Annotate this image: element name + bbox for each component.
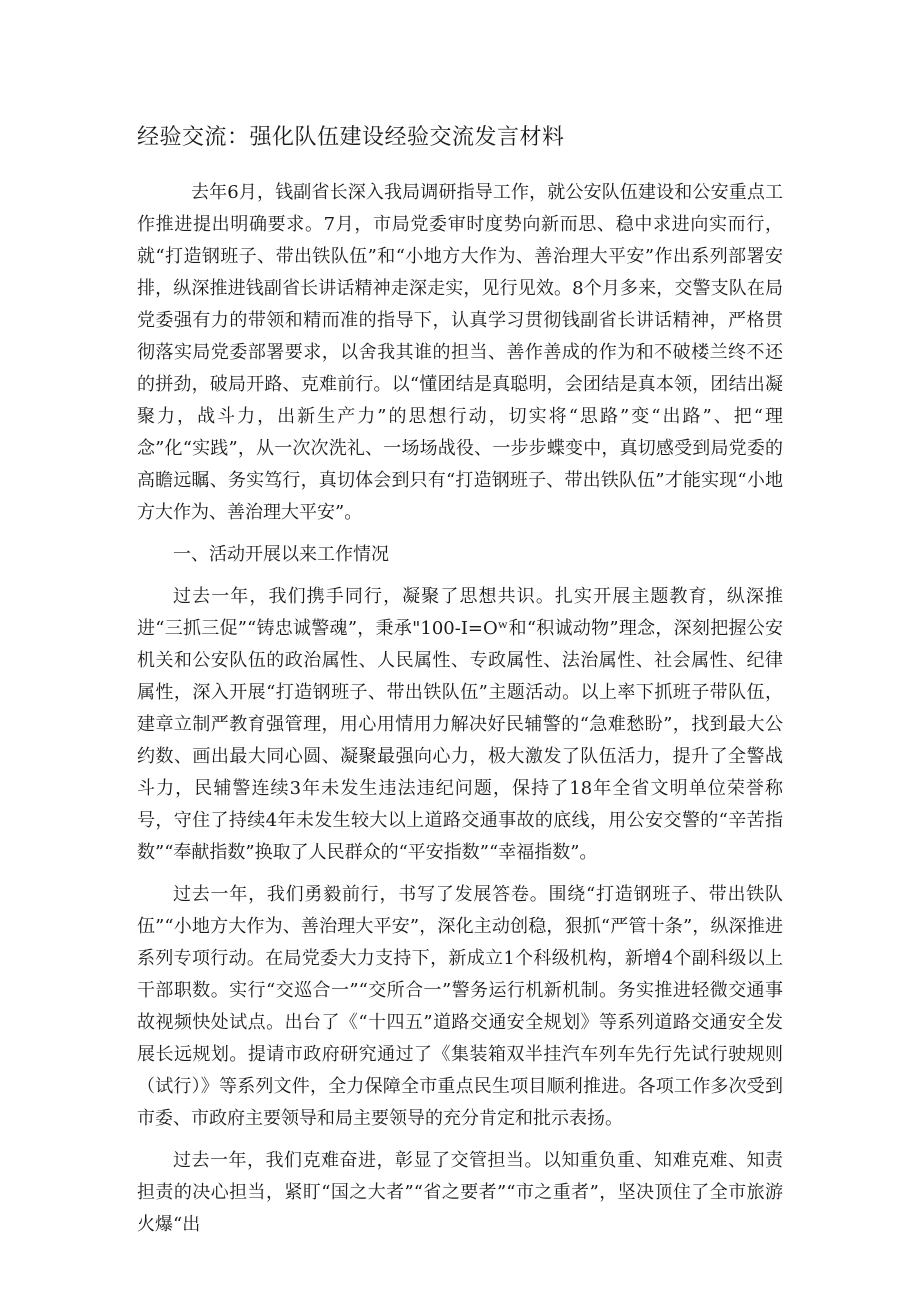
paragraph-responsibility: 过去一年，我们克难奋进，彰显了交管担当。以知重负重、知难克难、知责担责的决心担当，紧盯“国之大者”“省之要者”“市之重者”，坚决顶住了全市旅游火爆“出	[137, 1150, 783, 1235]
section-heading: 一、活动开展以来工作情况	[173, 544, 389, 565]
document-title: 经验交流：强化队伍建设经验交流发言材料	[137, 125, 565, 150]
paragraph-thought-consensus: 过去一年，我们携手同行，凝聚了思想共识。扎实开展主题教育，纵深推进“三抓三促”“铸忠诚警魂”，秉承"100-I=Oʷ和“积诚动物”理念，深刻把握公安机关和公安队伍的政治属性、人民属性、专政属性、法治属性、社会属性、纪律属性，深入开展“打造钢班子、带出铁队伍”主题活动。以上率下抓班子带队伍，建章立制严教育强管理，用心用情用力解决好民辅警的“急难愁盼”，找到最大公约数、画出最大同心圆、凝聚最强向心力，极大激发了队伍活力，提升了全警战斗力，民辅警连续3年未发生违法违纪问题，保持了18年全省文明单位荣誉称号，守住了持续4年未发生较大以上道路交通事故的底线，用公安交警的“辛苦指数”“奉献指数”换取了人民群众的“平安指数”“幸福指数”。	[137, 586, 783, 863]
document-body	[137, 177, 783, 1241]
paragraph-development: 过去一年，我们勇毅前行，书写了发展答卷。围绕“打造钢班子、带出铁队伍”“小地方大作为、善治理大平安”，深化主动创稳，狠抓“严管十条”，纵深推进系列专项行动。在局党委大力支持下，新成立1个科级机构，新增4个副科级以上干部职数。实行“交巡合一”“交所合一”警务运行机新机制。务实推进轻微交通事故视频快处试点。出台了《“十四五”道路交通安全规划》等系列道路交通安全发展长远规划。提请市政府研究通过了《集装箱双半挂汽车列车先行先试行驶规则（试行）》等系列文件，全力保障全市重点民生项目顺利推进。各项工作多次受到市委、市政府主要领导和局主要领导的充分肯定和批示表扬。	[137, 884, 783, 1129]
intro-paragraph: 去年6月，钱副省长深入我局调研指导工作，就公安队伍建设和公安重点工作推进提出明确要求。7月，市局党委审时度势向新而思、稳中求进向实而行，就“打造钢班子、带出铁队伍”和“小地方大作为、善治理大平安”作出系列部署安排，纵深推进钱副省长讲话精神走深走实，见行见效。8个月多来，交警支队在局党委强有力的带领和精而准的指导下，认真学习贯彻钱副省长讲话精神，严格贯彻落实局党委部署要求，以舍我其谁的担当、善作善成的作为和不破楼兰终不还的拼劲，破局开路、克难前行。以“懂团结是真聪明，会团结是真本领，团结出凝聚力，战斗力，出新生产力”的思想行动，切实将“思路”变“出路”、把“理念”化“实践”，从一次次洗礼、一场场战役、一步步蝶变中，真切感受到局党委的高瞻远瞩、务实笃行，真切体会到只有“打造钢班子、带出铁队伍”才能实现“小地方大作为、善治理大平安”。	[137, 182, 783, 523]
